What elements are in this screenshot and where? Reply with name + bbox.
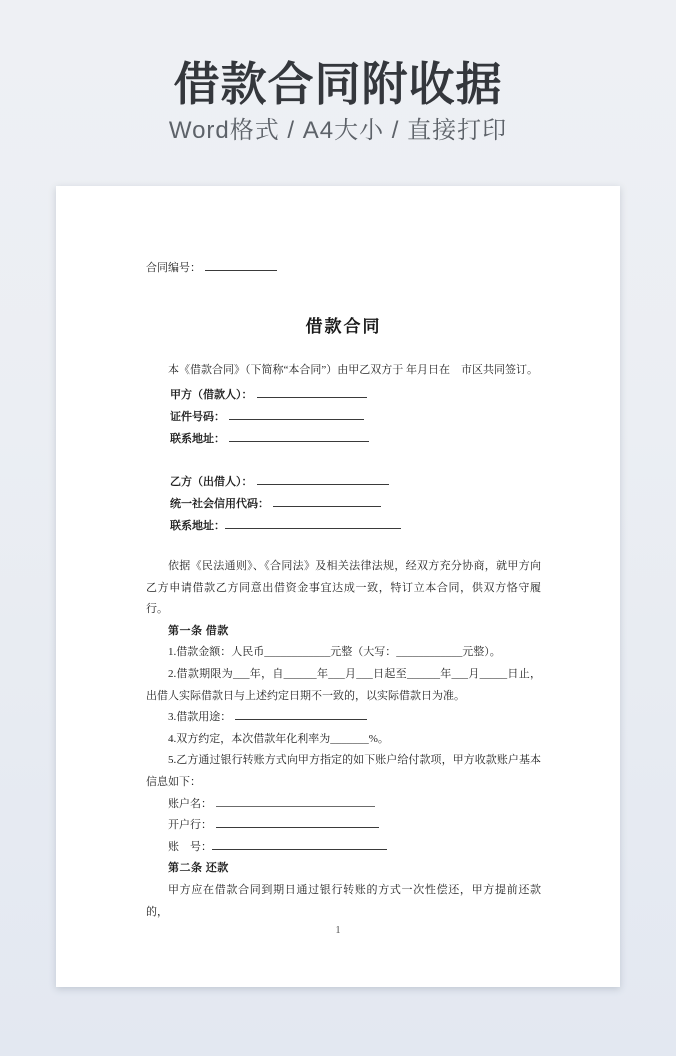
- document-title: 借款合同: [305, 317, 382, 336]
- party-a-section: [146, 384, 541, 450]
- party-b-credit-code-blank: [273, 495, 381, 507]
- contract-body: [146, 556, 541, 923]
- party-a-address-blank: [229, 430, 369, 442]
- page-number: 1: [335, 925, 341, 937]
- party-b-name-blank: [257, 473, 389, 485]
- basis-paragraph: 依据《民法通则》、《合同法》及相关法律法规，经双方充分协商，就甲方向乙方申请借款乙方同意出借资金事宜达成一致，特订立本合同，供双方恪守履行。: [146, 560, 541, 616]
- party-b-address-row: [146, 515, 541, 537]
- party-a-address-row: [146, 428, 541, 450]
- party-a-name-row: [146, 384, 541, 406]
- article2-paragraph: 甲方应在借款合同到期日通过银行转账的方式一次性偿还，甲方提前还款的，: [146, 883, 541, 918]
- party-b-name-row: [146, 471, 541, 493]
- bank-label: 开户行：: [168, 819, 212, 832]
- party-b-name-label: 乙方（出借人）：: [170, 476, 253, 488]
- document-page: [56, 186, 620, 987]
- account-name-label: 账户名：: [168, 797, 212, 810]
- header: [0, 0, 676, 146]
- article1-item2: 2.借款期限为___年，自______年___月___日起至______年___月_____日止，出借人实际借款日与上述约定日期不一致的，以实际借款日为准。: [146, 667, 541, 702]
- contract-number-blank: [205, 259, 277, 271]
- account-name-row: [146, 794, 541, 816]
- loan-purpose-row: [146, 707, 541, 729]
- party-b-credit-code-label: 统一社会信用代码：: [170, 498, 269, 510]
- account-number-blank: [212, 838, 387, 850]
- intro-paragraph: 本《借款合同》（下简称“本合同”）由甲乙双方于 年月日在 市区共同签订。: [168, 364, 539, 376]
- loan-purpose-label: 3.借款用途：: [168, 711, 232, 724]
- article2-heading: 第二条 还款: [168, 862, 229, 875]
- article1-item4: 4.双方约定，本次借款年化利率为_______%。: [168, 732, 389, 745]
- party-b-address-label: 联系地址：: [170, 520, 225, 532]
- account-number-row: [146, 837, 541, 859]
- account-number-label: 账 号：: [168, 840, 212, 853]
- party-a-address-label: 联系地址：: [170, 433, 225, 445]
- contract-number-label: 合同编号：: [146, 262, 201, 274]
- contract-number-row: [146, 257, 541, 279]
- header-subtitle: Word格式 / A4大小 / 直接打印: [168, 117, 508, 144]
- bank-blank: [216, 816, 379, 828]
- party-a-id-label: 证件号码：: [170, 411, 225, 423]
- party-a-name-label: 甲方（借款人）：: [170, 389, 253, 401]
- party-b-credit-code-row: [146, 493, 541, 515]
- article1-heading: 第一条 借款: [168, 624, 229, 637]
- article1-item5: 5.乙方通过银行转账方式向甲方指定的如下账户给付款项，甲方收款账户基本信息如下：: [146, 754, 541, 788]
- party-a-id-row: [146, 406, 541, 428]
- party-a-id-blank: [229, 408, 364, 420]
- loan-purpose-blank: [235, 708, 367, 720]
- header-title: 借款合同附收据: [173, 58, 503, 110]
- party-b-address-blank: [225, 517, 401, 529]
- bank-row: [146, 815, 541, 837]
- account-name-blank: [216, 795, 375, 807]
- party-b-section: [146, 471, 541, 537]
- party-a-name-blank: [257, 386, 367, 398]
- article1-item1: 1.借款金额：人民币____________元整（大写：____________元整）。: [168, 646, 501, 659]
